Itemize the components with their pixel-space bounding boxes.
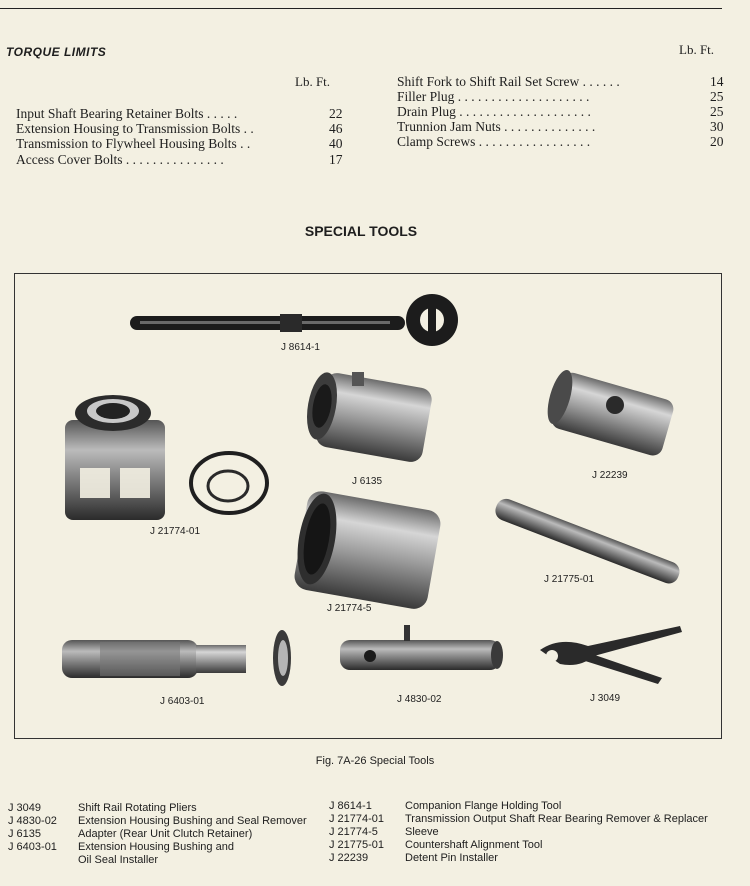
holding-tool-j8614-1 xyxy=(130,294,458,346)
torque-label: Shift Fork to Shift Rail Set Screw . . . . . . xyxy=(397,74,620,89)
sleeve-j21774-5 xyxy=(291,489,442,611)
torque-value: 25 xyxy=(710,89,724,104)
legend-tool-description: Companion Flange Holding Tool xyxy=(405,800,562,812)
label-j8614-1: J 8614-1 xyxy=(281,342,320,353)
special-tools-heading: SPECIAL TOOLS xyxy=(304,223,418,239)
torque-value: 40 xyxy=(329,136,343,151)
label-j6135: J 6135 xyxy=(352,476,383,487)
torque-label: Extension Housing to Transmission Bolts . . xyxy=(16,121,254,136)
label-j3049: J 3049 xyxy=(590,693,621,704)
label-j4830-02: J 4830-02 xyxy=(397,694,442,705)
torque-label: Transmission to Flywheel Housing Bolts . . xyxy=(16,136,251,151)
countershaft-tool-j21775-01 xyxy=(493,496,683,586)
snap-ring xyxy=(191,453,267,513)
torque-value: 17 xyxy=(329,152,343,167)
label-j21775-01: J 21775-01 xyxy=(544,574,595,585)
torque-label: Clamp Screws . . . . . . . . . . . . . . . . . xyxy=(397,134,591,149)
torque-label: Input Shaft Bearing Retainer Bolts . . . . . xyxy=(16,106,238,121)
torque-value: 46 xyxy=(329,121,343,136)
seal-remover-j4830-02 xyxy=(340,625,503,670)
unit-header-right: Lb. Ft. xyxy=(679,42,715,57)
torque-label: Filler Plug . . . . . . . . . . . . . . . . . . . . xyxy=(397,89,590,104)
torque-value: 14 xyxy=(710,74,724,89)
adapter-j6135 xyxy=(302,370,433,464)
torque-label: Trunnion Jam Nuts . . . . . . . . . . . . . . xyxy=(397,119,596,134)
figure-caption: Fig. 7A-26 Special Tools xyxy=(315,755,435,767)
legend-tool-description: Adapter (Rear Unit Clutch Retainer) xyxy=(78,828,253,840)
pliers-j3049 xyxy=(540,626,682,684)
washer xyxy=(273,630,291,686)
legend-tool-description: Transmission Output Shaft Rear Bearing Remover & Replacer xyxy=(405,813,708,825)
torque-label: Access Cover Bolts . . . . . . . . . . . . . . . xyxy=(16,152,224,167)
torque-value: 25 xyxy=(710,104,724,119)
torque-value: 20 xyxy=(710,134,724,149)
legend-tool-number: J 3049 xyxy=(8,802,42,814)
legend-tool-description: Detent Pin Installer xyxy=(405,852,498,864)
label-j21774-01: J 21774-01 xyxy=(150,526,201,537)
legend-tool-description: Shift Rail Rotating Pliers xyxy=(78,802,197,814)
legend-tool-number: J 6135 xyxy=(8,828,42,840)
legend-tool-description: Extension Housing Bushing and xyxy=(78,841,234,853)
legend-tool-description: Oil Seal Installer xyxy=(78,854,159,866)
legend-tool-number: J 8614-1 xyxy=(329,800,372,812)
legend-tool-number: J 4830-02 xyxy=(8,815,57,827)
legend-tool-description: Sleeve xyxy=(405,826,439,838)
legend-tool-description: Extension Housing Bushing and Seal Remover xyxy=(78,815,307,827)
legend-tool-number: J 21774-01 xyxy=(329,813,385,825)
torque-label: Drain Plug . . . . . . . . . . . . . . . . . . . . xyxy=(397,104,591,119)
bearing-remover-j21774-01 xyxy=(65,395,165,520)
torque-value: 30 xyxy=(710,119,724,134)
legend-tool-number: J 21775-01 xyxy=(329,839,385,851)
legend-tool-description: Countershaft Alignment Tool xyxy=(405,839,543,851)
legend-tool-number: J 21774-5 xyxy=(329,826,378,838)
bushing-installer-j6403-01 xyxy=(62,640,246,678)
label-j22239: J 22239 xyxy=(592,470,628,481)
legend-tool-number: J 22239 xyxy=(329,852,369,864)
torque-limits-title: TORQUE LIMITS xyxy=(6,45,107,59)
label-j21774-5: J 21774-5 xyxy=(327,603,372,614)
unit-header-left: Lb. Ft. xyxy=(295,74,331,89)
label-j6403-01: J 6403-01 xyxy=(160,696,205,707)
torque-value: 22 xyxy=(329,106,343,121)
legend-tool-number: J 6403-01 xyxy=(8,841,57,853)
detent-pin-installer-j22239 xyxy=(543,367,676,458)
